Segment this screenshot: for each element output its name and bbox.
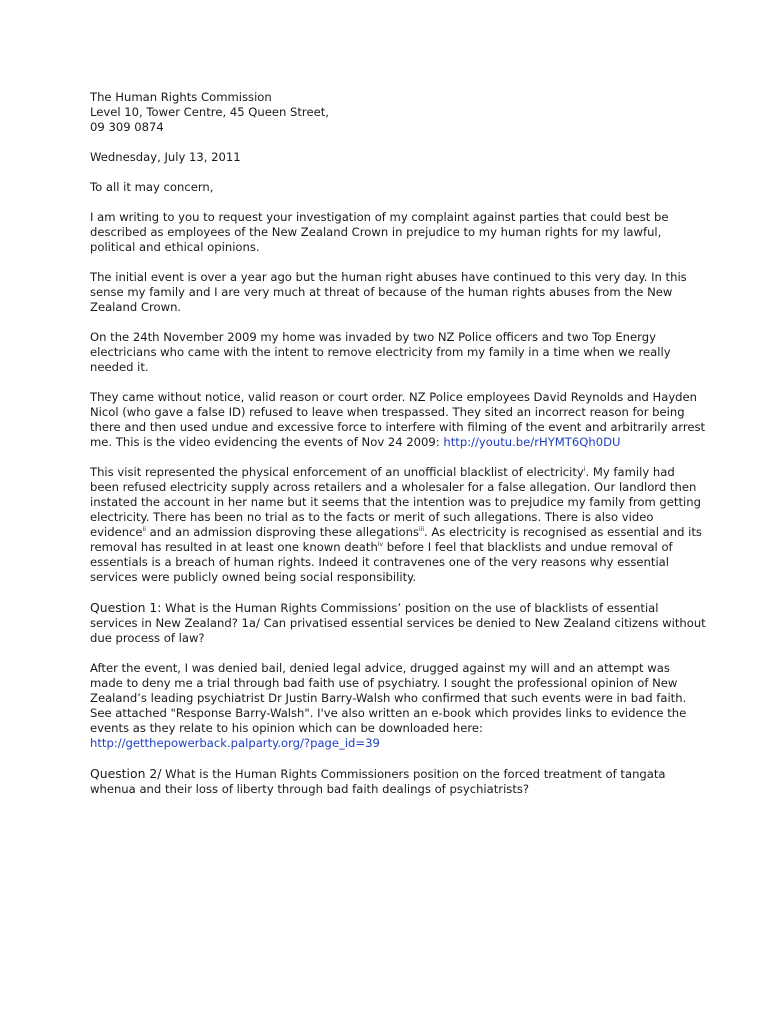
paragraph-line: essentials is a breach of human rights. Indeed it contravenes one of the very reasons why essential: [90, 555, 669, 569]
paragraph-line: [90, 736, 680, 751]
paragraph-home-invaded: [90, 330, 680, 375]
paragraph-line: [90, 600, 680, 616]
paragraph-line: The initial event is over a year ago but the human right abuses have continued to this very day. In this: [90, 270, 687, 284]
text-fragment: What is the Human Rights Commissions’ position on the use of blacklists of essential: [161, 601, 659, 615]
paragraph-line: [90, 465, 680, 480]
text-fragment: . As electricity is recognised as essential and its: [424, 525, 702, 539]
question-1: [90, 600, 706, 646]
paragraph-line: [90, 540, 680, 555]
paragraph-initial-event: [90, 270, 687, 315]
paragraph-line: I am writing to you to request your investigation of my complaint against parties that could best be: [90, 210, 669, 224]
letter-date: [90, 150, 680, 165]
ebook-download-link[interactable]: http://getthepowerback.palparty.org/?page_id=39: [90, 736, 380, 750]
paragraph-line: [90, 525, 702, 540]
question-label: Question 1:: [90, 600, 162, 615]
paragraph-line: whenua and their loss of liberty through bad faith dealings of psychiatrists?: [90, 782, 530, 796]
paragraph-line: [90, 435, 680, 450]
video-intro-text: me. This is the video evidencing the events of Nov 24 2009:: [90, 435, 444, 449]
paragraph-after-event: [90, 661, 687, 751]
paragraph-line: events as they relate to his opinion which can be downloaded here:: [90, 721, 483, 735]
text-fragment: and an admission disproving these allegations: [145, 525, 419, 539]
paragraph-line: sense my family and I are very much at threat of because of the human rights abuses from the New: [90, 285, 673, 299]
paragraph-line: Zealand Crown.: [90, 300, 182, 314]
youtube-video-link[interactable]: http://youtu.be/rHYMT6Qh0DU: [443, 435, 621, 449]
paragraph-line: been refused electricity supply across retailers and a wholesaler for a false allegation. Our landlord then: [90, 480, 697, 494]
paragraph-line: [90, 766, 680, 782]
paragraph-line: See attached "Response Barry-Walsh". I've also written an e-book which provides links to evidence the: [90, 706, 687, 720]
endnote-ref-i[interactable]: i: [583, 466, 586, 474]
date-text: Wednesday, July 13, 2011: [90, 150, 241, 164]
paragraph-line: instated the account in her name but it seems that the intention was to prejudice my family from getting: [90, 495, 701, 509]
paragraph-line: electricians who came with the intent to remove electricity from my family in a time when we really: [90, 345, 671, 359]
text-fragment: What is the Human Rights Commissioners position on the forced treatment of tangata: [161, 767, 666, 781]
text-fragment: evidence: [90, 525, 143, 539]
paragraph-line: needed it.: [90, 360, 149, 374]
paragraph-line: due process of law?: [90, 631, 205, 645]
paragraph-line: They came without notice, valid reason or court order. NZ Police employees David Reynolds and Hayden: [90, 390, 698, 404]
address-line: Level 10, Tower Centre, 45 Queen Street,: [90, 105, 329, 119]
paragraph-line: electricity. There has been no trial as to the facts or merit of such allegations. There is also video: [90, 510, 654, 524]
question-2: [90, 766, 680, 797]
paragraph-line: there and then used undue and excessive force to interfere with filming of the event and arbitrarily arrest: [90, 420, 706, 434]
recipient-address: [90, 90, 680, 135]
question-label: Question 2/: [90, 766, 162, 781]
paragraph-line: Nicol (who gave a false ID) refused to leave when trespassed. They sited an incorrect reason for being: [90, 405, 685, 419]
salutation: [90, 180, 680, 195]
paragraph-line: political and ethical opinions.: [90, 240, 260, 254]
paragraph-line: services in New Zealand? 1a/ Can privatised essential services be denied to New Zealand citizens without: [90, 616, 706, 630]
text-fragment: This visit represented the physical enforcement of an unofficial blacklist of electricity: [90, 465, 584, 479]
salutation-text: To all it may concern,: [90, 180, 214, 194]
text-fragment: . My family had: [585, 465, 675, 479]
paragraph-blacklist: [90, 465, 702, 585]
address-line: The Human Rights Commission: [90, 90, 272, 104]
paragraph-line: described as employees of the New Zealand Crown in prejudice to my human rights for my lawful,: [90, 225, 662, 239]
endnote-ref-ii[interactable]: ii: [142, 526, 146, 534]
letter-body: [90, 90, 706, 812]
paragraph-request: [90, 210, 680, 255]
paragraph-line: After the event, I was denied bail, denied legal advice, drugged against my will and an attempt was: [90, 661, 670, 675]
paragraph-line: On the 24th November 2009 my home was invaded by two NZ Police officers and two Top Energy: [90, 330, 656, 344]
text-fragment: removal has resulted in at least one known death: [90, 540, 378, 554]
text-fragment: before I feel that blacklists and undue removal of: [383, 540, 673, 554]
paragraph-line: services were publicly owned being social responsibility.: [90, 570, 417, 584]
address-line: 09 309 0874: [90, 120, 164, 134]
endnote-ref-iii[interactable]: iii: [418, 526, 424, 534]
endnote-ref-iv[interactable]: iv: [377, 541, 384, 549]
paragraph-line: made to deny me a trial through bad faith use of psychiatry. I sought the professional opinion of New: [90, 676, 678, 690]
paragraph-line: Zealand’s leading psychiatrist Dr Justin Barry-Walsh who confirmed that such events were in bad faith.: [90, 691, 687, 705]
paragraph-police: [90, 390, 706, 450]
